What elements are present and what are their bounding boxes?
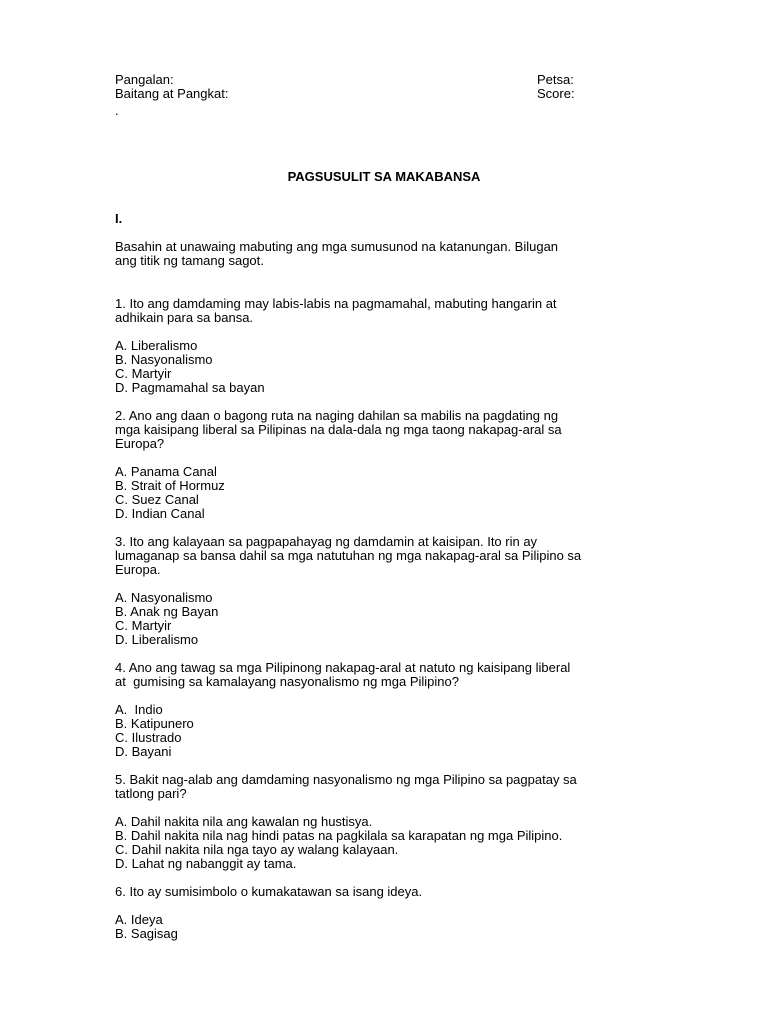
question-3-choice-c: C. Martyir <box>115 618 172 633</box>
question-5-choice-c: C. Dahil nakita nila nga tayo ay walang kalayaan. <box>115 842 399 857</box>
instructions: Basahin at unawaing mabuting ang mga sumusunod na katanungan. Bilugan ang titik ng tamang sagot. <box>115 239 559 269</box>
question-2-choice-b: B. Strait of Hormuz <box>115 478 225 493</box>
question-1-text: 1. Ito ang damdaming may labis-labis na pagmamahal, mabuting hangarin at adhikain para sa bansa. <box>115 296 557 326</box>
question-3-choice-a: A. Nasyonalismo <box>115 590 213 605</box>
section-label: I. <box>115 211 123 226</box>
grade-section-label: Baitang at Pangkat: <box>115 86 229 101</box>
question-4-choice-c: C. Ilustrado <box>115 730 182 745</box>
question-6-text: 6. Ito ay sumisimbolo o kumakatawan sa isang ideya. <box>115 884 423 899</box>
question-3-text: 3. Ito ang kalayaan sa pagpapahayag ng damdamin at kaisipan. Ito rin ay lumaganap sa bansa dahil sa mga natutuhan ng mga nakapag-aral sa Pilipino sa Europa. <box>115 534 582 578</box>
score-label: Score: <box>537 86 575 101</box>
question-1-choice-b: B. Nasyonalismo <box>115 352 213 367</box>
question-3-choice-d: D. Liberalismo <box>115 632 199 647</box>
question-6-choice-a: A. Ideya <box>115 912 163 927</box>
question-5-choice-d: D. Lahat ng nabanggit ay tama. <box>115 856 297 871</box>
question-5-choice-a: A. Dahil nakita nila ang kawalan ng hustisya. <box>115 814 373 829</box>
question-2-choice-c: C. Suez Canal <box>115 492 199 507</box>
question-1-choice-c: C. Martyir <box>115 366 172 381</box>
date-label: Petsa: <box>537 72 574 87</box>
question-4-choice-d: D. Bayani <box>115 744 172 759</box>
question-1-choice-d: D. Pagmamahal sa bayan <box>115 380 265 395</box>
question-6-choice-b: B. Sagisag <box>115 926 178 941</box>
question-4-choice-a: A. Indio <box>115 702 163 717</box>
stray-mark: . <box>115 103 119 118</box>
question-2-choice-a: A. Panama Canal <box>115 464 217 479</box>
question-4-text: 4. Ano ang tawag sa mga Pilipinong nakapag-aral at natuto ng kaisipang liberal at gumising sa kamalayang nasyonalismo ng mga Pilipino? <box>115 660 571 690</box>
name-label: Pangalan: <box>115 72 174 87</box>
question-2-choice-d: D. Indian Canal <box>115 506 205 521</box>
question-2-text: 2. Ano ang daan o bagong ruta na naging dahilan sa mabilis na pagdating ng mga kaisipang liberal sa Pilipinas na dala-dala ng mga taong nakapag-aral sa Europa? <box>115 408 562 452</box>
question-3-choice-b: B. Anak ng Bayan <box>115 604 219 619</box>
question-4-choice-b: B. Katipunero <box>115 716 194 731</box>
question-5-choice-b: B. Dahil nakita nila nag hindi patas na pagkilala sa karapatan ng mga Pilipino. <box>115 828 563 843</box>
question-1-choice-a: A. Liberalismo <box>115 338 198 353</box>
question-5-text: 5. Bakit nag-alab ang damdaming nasyonalismo ng mga Pilipino sa pagpatay sa tatlong pari? <box>115 772 577 802</box>
quiz-title: PAGSUSULIT SA MAKABANSA <box>287 169 481 184</box>
